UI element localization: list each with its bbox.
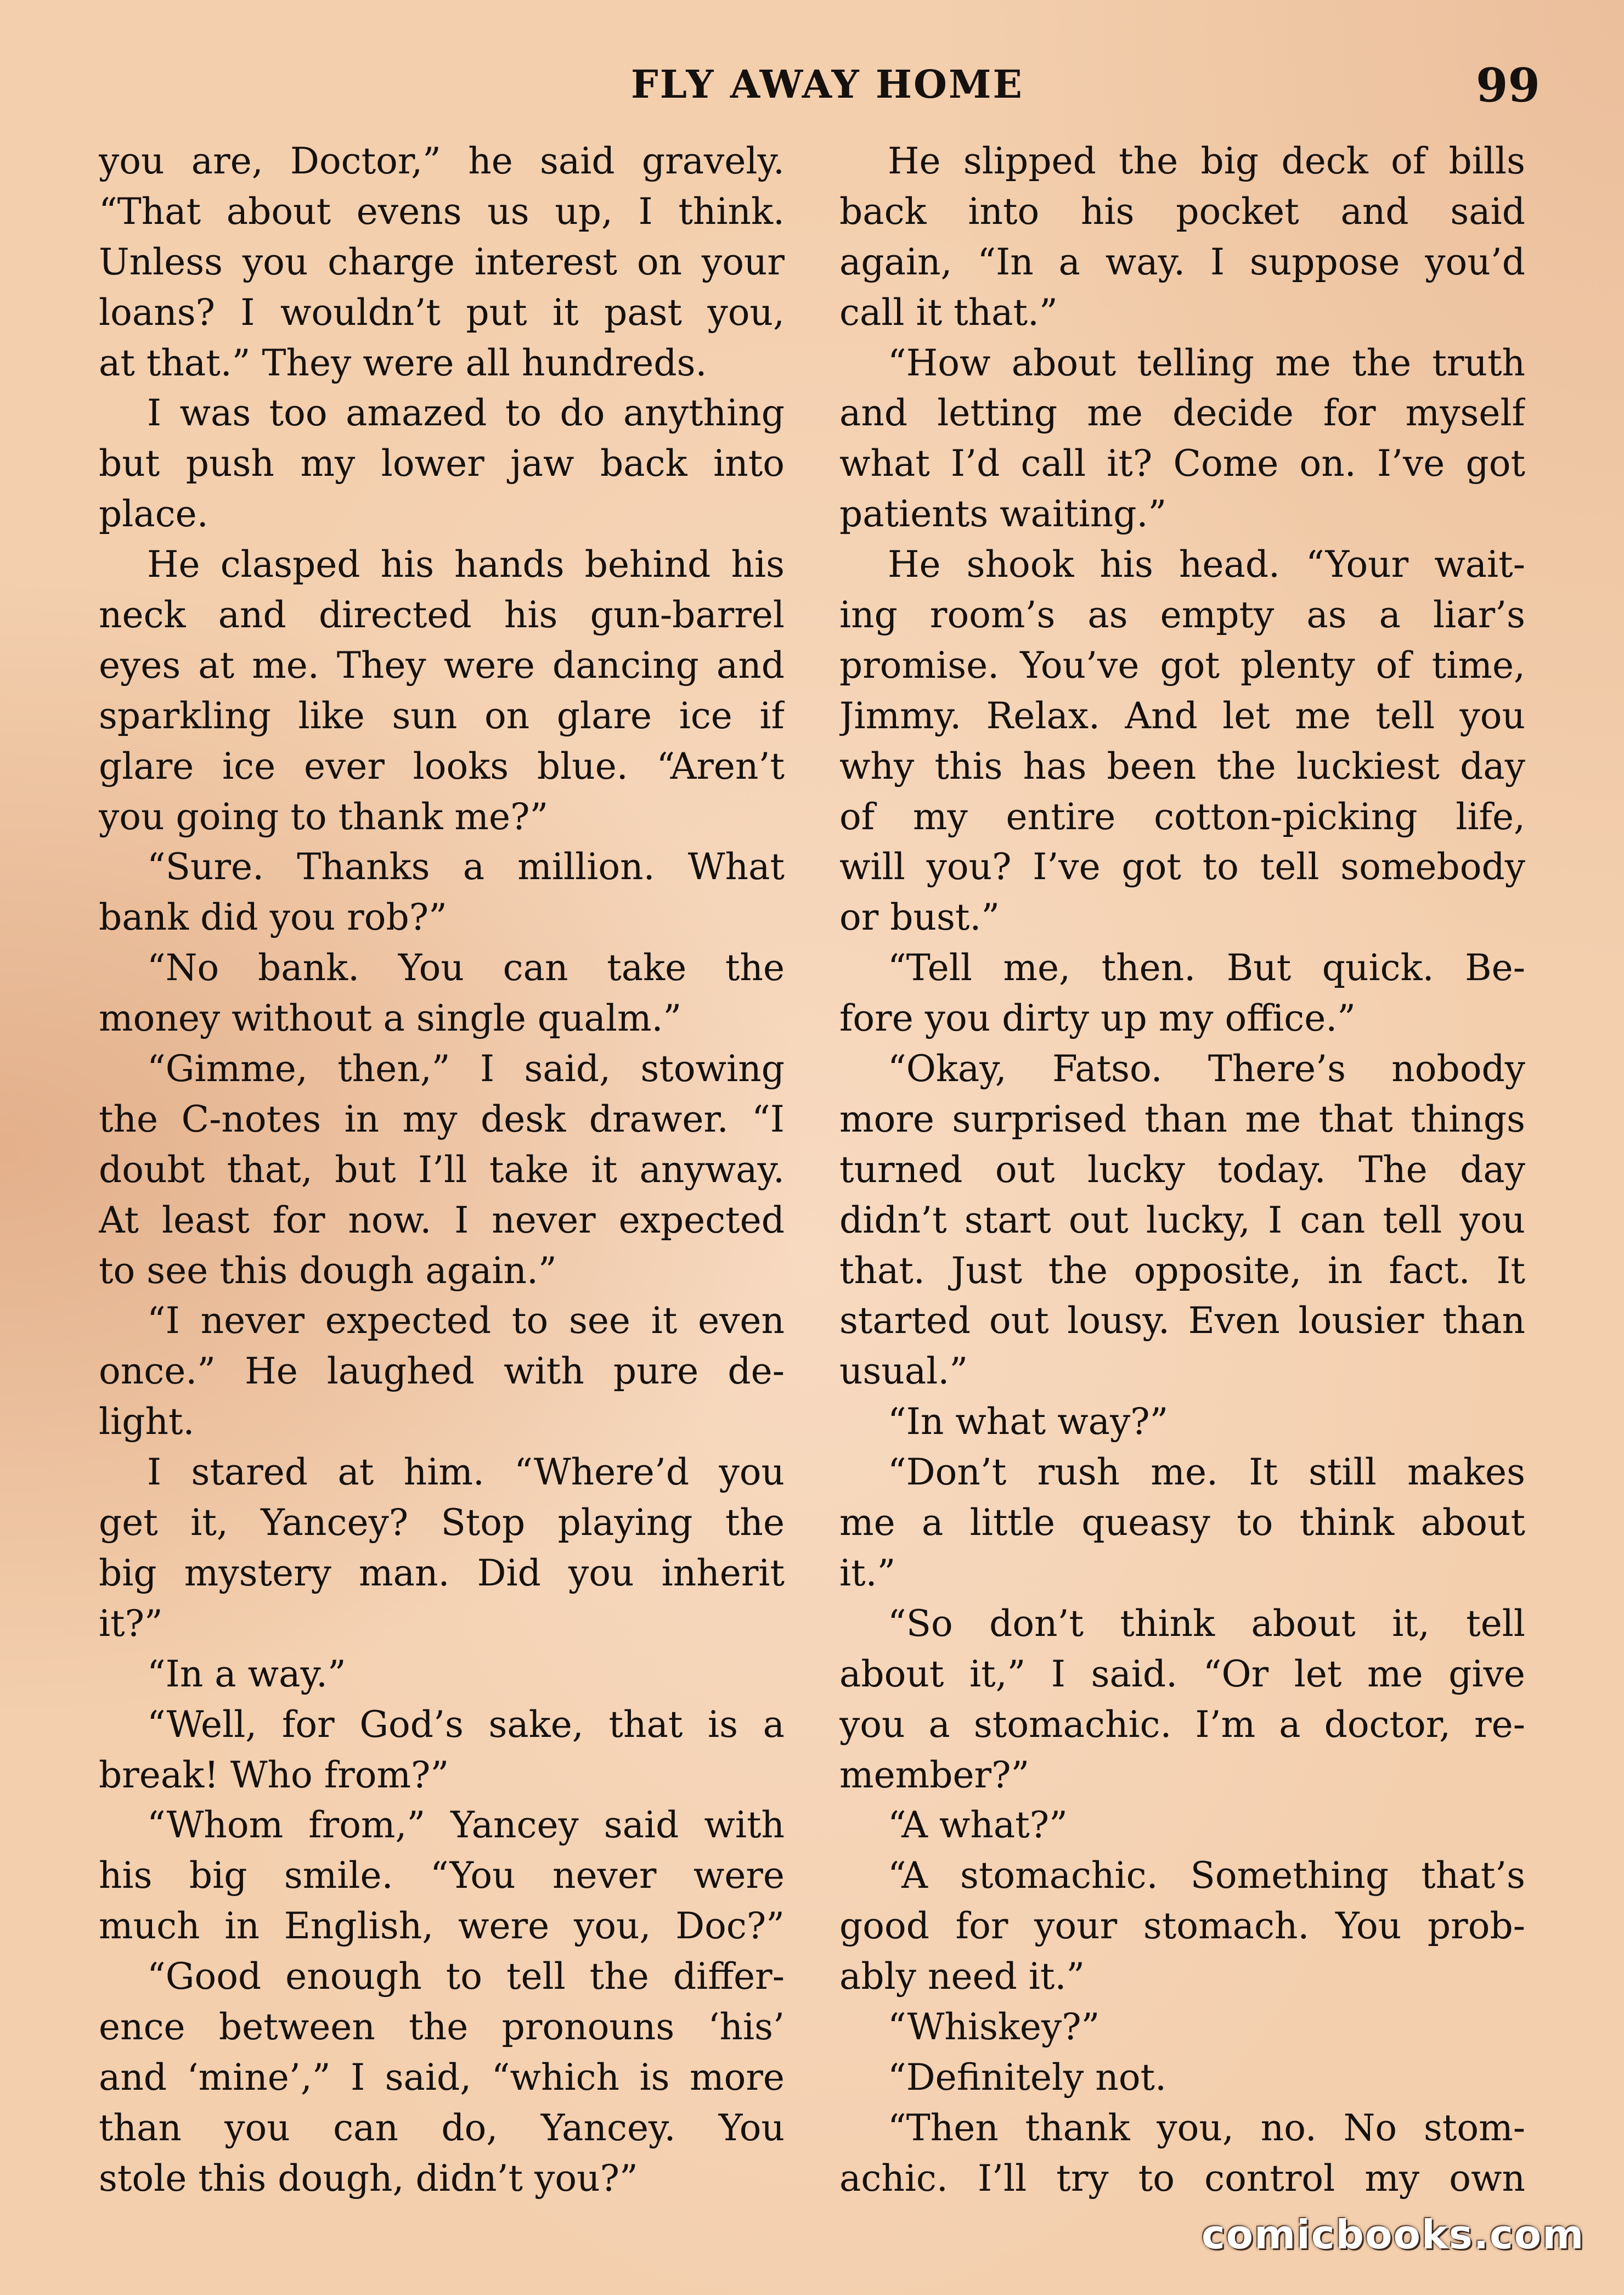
left-column-line: I was too amazed to do anything: [147, 392, 785, 435]
left-column-line: it?”: [99, 1602, 163, 1645]
right-column-line: patients waiting.”: [839, 493, 1167, 536]
right-column-line: you a stomachic. I’m a doctor, re-: [839, 1703, 1525, 1746]
left-column-line: “Gimme, then,” I said, stowing: [147, 1048, 785, 1090]
right-column-line: or bust.”: [839, 896, 1000, 939]
right-column-line: usual.”: [839, 1350, 968, 1393]
right-column-line: started out lousy. Even lousier than: [839, 1300, 1525, 1342]
watermark-text: comicbooks.com: [1202, 2212, 1585, 2258]
running-head: [0, 58, 1624, 116]
left-column-line: bank did you rob?”: [99, 896, 447, 939]
left-column-line: than you can do, Yancey. You: [99, 2106, 785, 2149]
right-column-line: He shook his head. “Your wait-: [888, 543, 1525, 586]
right-column-line: that. Just the opposite, in fact. It: [839, 1249, 1525, 1292]
left-column-line: neck and directed his gun-barrel: [99, 594, 785, 637]
right-column-line: ing room’s as empty as a liar’s: [839, 594, 1525, 637]
left-column-line: “In a way.”: [147, 1652, 346, 1695]
left-column-line: He clasped his hands behind his: [147, 543, 785, 586]
right-column-line: about it,” I said. “Or let me give: [839, 1652, 1525, 1695]
left-column-line: ence between the pronouns ‘his’: [99, 2005, 785, 2048]
running-title: FLY AWAY HOME: [631, 61, 1024, 107]
right-column-line: good for your stomach. You prob-: [839, 1905, 1525, 1948]
left-column-line: “No bank. You can take the: [147, 947, 785, 989]
left-column-line: “That about evens us up, I think.: [99, 190, 785, 233]
right-column-line: Jimmy. Relax. And let me tell you: [839, 694, 1525, 737]
left-column-line: “Good enough to tell the differ-: [147, 1955, 785, 1998]
right-column-line: “A what?”: [888, 1804, 1068, 1847]
right-column-line: He slipped the big deck of bills: [888, 140, 1525, 182]
left-text-column: [99, 136, 785, 2204]
left-column-line: money without a single qualm.”: [99, 997, 682, 1040]
right-column-line: “Then thank you, no. No stom-: [888, 2106, 1525, 2149]
left-column-line: his big smile. “You never were: [99, 1854, 785, 1897]
left-column-line: big mystery man. Did you inherit: [99, 1551, 785, 1594]
right-column-line: me a little queasy to think about: [839, 1501, 1525, 1544]
right-column-line: “In what way?”: [888, 1400, 1169, 1443]
right-column-line: ably need it.”: [839, 1955, 1085, 1998]
left-column-line: once.” He laughed with pure de-: [99, 1350, 785, 1393]
left-column-line: “Well, for God’s sake, that is a: [147, 1703, 785, 1746]
right-column-line: didn’t start out lucky, I can tell you: [839, 1199, 1525, 1241]
right-column-line: “How about telling me the truth: [888, 341, 1525, 384]
left-column-line: to see this dough again.”: [99, 1249, 557, 1292]
right-column-line: “Don’t rush me. It still makes: [888, 1451, 1525, 1494]
left-column-line: but push my lower jaw back into: [99, 442, 785, 485]
right-column-line: will you? I’ve got to tell somebody: [839, 846, 1525, 888]
left-column-line: glare ice ever looks blue. “Aren’t: [99, 745, 785, 788]
right-column-line: “A stomachic. Something that’s: [888, 1854, 1525, 1897]
right-column-line: turned out lucky today. The day: [839, 1148, 1525, 1191]
left-column-line: place.: [99, 493, 208, 536]
right-text-column: [839, 136, 1525, 2204]
right-column-line: again, “In a way. I suppose you’d: [839, 240, 1525, 283]
left-column-line: you are, Doctor,” he said gravely.: [99, 140, 785, 182]
right-column-line: why this has been the luckiest day: [839, 745, 1525, 788]
right-column-line: it.”: [839, 1551, 896, 1594]
left-column-line: break! Who from?”: [99, 1753, 449, 1796]
left-column-line: At least for now. I never expected: [99, 1199, 785, 1241]
left-column-line: much in English, were you, Doc?”: [99, 1905, 785, 1948]
right-column-line: “Whiskey?”: [888, 2005, 1100, 2048]
left-column-line: stole this dough, didn’t you?”: [99, 2157, 638, 2200]
right-column-line: fore you dirty up my office.”: [839, 997, 1356, 1040]
left-column-line: Unless you charge interest on your: [99, 240, 785, 283]
left-column-line: “Sure. Thanks a million. What: [147, 846, 785, 888]
right-column-line: achic. I’ll try to control my own: [839, 2157, 1525, 2200]
right-column-line: what I’d call it? Come on. I’ve got: [839, 442, 1525, 485]
right-column-line: call it that.”: [839, 291, 1058, 334]
left-column-line: light.: [99, 1400, 195, 1443]
left-column-line: eyes at me. They were dancing and: [99, 644, 785, 687]
right-column-line: member?”: [839, 1753, 1030, 1796]
right-column-line: of my entire cotton-picking life,: [839, 795, 1525, 838]
right-column-line: back into his pocket and said: [839, 190, 1525, 233]
left-column-line: loans? I wouldn’t put it past you,: [99, 291, 785, 334]
right-column-line: and letting me decide for myself: [839, 392, 1525, 435]
left-column-line: and ‘mine’,” I said, “which is more: [99, 2056, 785, 2099]
left-column-line: the C-notes in my desk drawer. “I: [99, 1098, 785, 1140]
right-column-line: “Definitely not.: [888, 2056, 1167, 2099]
right-column-line: “Okay, Fatso. There’s nobody: [888, 1048, 1525, 1090]
left-column-line: you going to thank me?”: [99, 795, 549, 838]
left-column-line: get it, Yancey? Stop playing the: [99, 1501, 785, 1544]
left-column-line: “Whom from,” Yancey said with: [147, 1804, 785, 1847]
left-column-line: I stared at him. “Where’d you: [147, 1451, 785, 1494]
right-column-line: promise. You’ve got plenty of time,: [839, 644, 1525, 687]
left-column-line: “I never expected to see it even: [147, 1300, 785, 1342]
right-column-line: “Tell me, then. But quick. Be-: [888, 947, 1525, 989]
right-column-line: “So don’t think about it, tell: [888, 1602, 1525, 1645]
left-column-line: sparkling like sun on glare ice if: [99, 694, 785, 737]
right-column-line: more surprised than me that things: [839, 1098, 1525, 1140]
left-column-line: doubt that, but I’ll take it anyway.: [99, 1148, 785, 1191]
left-column-line: at that.” They were all hundreds.: [99, 341, 707, 384]
page-number: 99: [1476, 58, 1540, 113]
